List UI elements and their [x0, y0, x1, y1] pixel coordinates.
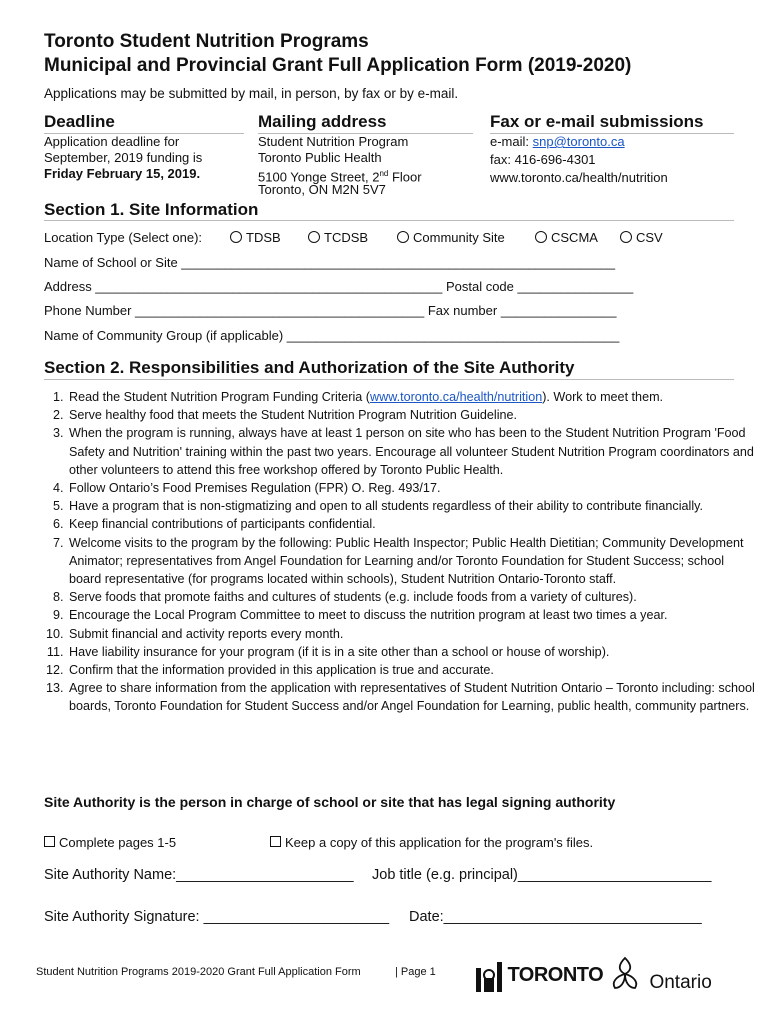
list-item: 1. Read the Student Nutrition Program Funding Criteria (www.toronto.ca/health/nutrition). Work to meet them. — [67, 388, 757, 406]
site-authority-name-field[interactable]: Site Authority Name:______________________ — [44, 867, 354, 883]
radio-icon — [397, 231, 409, 243]
location-type-label: Location Type (Select one): — [44, 230, 203, 245]
list-item: 2. Serve healthy food that meets the Student Nutrition Program Nutrition Guideline. — [67, 406, 757, 424]
page-subtitle: Applications may be submitted by mail, in person, by fax or by e-mail. — [44, 86, 459, 101]
fax-email-heading: Fax or e-mail submissions — [490, 112, 704, 131]
section1-rule — [44, 220, 734, 221]
deadline-line1: Application deadline for — [44, 134, 180, 149]
mailing-line2: Toronto Public Health — [258, 150, 382, 165]
complete-pages-checkbox[interactable]: Complete pages 1-5 — [44, 835, 176, 850]
checkbox-icon — [44, 836, 55, 847]
deadline-date: Friday February 15, 2019. — [44, 166, 201, 181]
list-item: 12. Confirm that the information provided in this application is true and accurate. — [67, 661, 757, 679]
option-tcdsb[interactable]: TCDSB — [308, 230, 368, 245]
list-item: 8. Serve foods that promote faiths and cultures of students (e.g. include foods from a variety of cultures). — [67, 588, 757, 606]
list-item: 7. Welcome visits to the program by the following: Public Health Inspector; Public Health Dietitian; Community Development Animator; representatives from Angel Foundation for Learning and/or Toronto Foundation for Student Success; school board representative (for programs located within schools), Student Nutrition Ontario-Toronto staff. — [67, 534, 757, 589]
date-field[interactable]: Date:________________________________ — [409, 909, 702, 925]
section2-rule — [44, 379, 734, 380]
list-item: 5. Have a program that is non-stigmatizing and open to all students regardless of their ability to contribute financially. — [67, 497, 757, 515]
list-item: 10. Submit financial and activity reports every month. — [67, 625, 757, 643]
community-group-field[interactable]: Name of Community Group (if applicable) ______________________________________________ — [44, 328, 620, 343]
fax-line: fax: 416-696-4301 — [490, 152, 596, 167]
school-name-field[interactable]: Name of School or Site ____________________________________________________________ — [44, 255, 616, 270]
list-item: 11. Have liability insurance for your program (if it is in a site other than a school or house of worship). — [67, 643, 757, 661]
option-community-site[interactable]: Community Site — [397, 230, 505, 245]
trillium-icon — [605, 954, 645, 992]
footer-text: Student Nutrition Programs 2019-2020 Grant Full Application Form — [36, 966, 361, 978]
phone-field[interactable]: Phone Number ________________________________________ Fax number ________________ — [44, 303, 617, 318]
radio-icon — [230, 231, 242, 243]
keep-copy-checkbox[interactable]: Keep a copy of this application for the program's files. — [270, 835, 593, 850]
signature-field[interactable]: Site Authority Signature: _______________________ — [44, 909, 390, 925]
nutrition-link[interactable]: www.toronto.ca/health/nutrition — [370, 390, 543, 404]
list-item: 4. Follow Ontario’s Food Premises Regulation (FPR) O. Reg. 493/17. — [67, 479, 757, 497]
list-item: 13. Agree to share information from the application with representatives of Student Nutrition Ontario – Toronto including: school boards, Toronto Foundation for Student Success and/or Angel Foundation for Learning, public health, community partners. — [67, 679, 757, 715]
option-tdsb[interactable]: TDSB — [230, 230, 281, 245]
radio-icon — [535, 231, 547, 243]
job-title-field[interactable]: Job title (e.g. principal)________________________ — [372, 867, 712, 883]
list-item: 6. Keep financial contributions of participants confidential. — [67, 515, 757, 533]
list-item: 3. When the program is running, always have at least 1 person on site who has been to the Student Nutrition Program 'Food Safety and Nutrition' training within the past two years. Encourage all volunteer Student Nutrition Program coordinators and other volunteers to attend this free workshop offered by Toronto Public Health. — [67, 424, 757, 479]
page-title-line1: Toronto Student Nutrition Programs — [44, 31, 369, 52]
option-csv[interactable]: CSV — [620, 230, 663, 245]
city-hall-icon — [475, 958, 503, 992]
option-cscma[interactable]: CSCMA — [535, 230, 598, 245]
checkbox-icon — [270, 836, 281, 847]
address-field[interactable]: Address ________________________________________________ Postal code ________________ — [44, 279, 634, 294]
radio-icon — [308, 231, 320, 243]
ontario-logo: Ontario — [605, 954, 712, 996]
section1-heading: Section 1. Site Information — [44, 200, 259, 219]
section2-heading: Section 2. Responsibilities and Authorization of the Site Authority — [44, 358, 575, 377]
email-link[interactable]: snp@toronto.ca — [532, 134, 625, 149]
email-line: e-mail: snp@toronto.ca — [490, 134, 625, 149]
radio-icon — [620, 231, 632, 243]
deadline-heading: Deadline — [44, 112, 115, 131]
mailing-line3: 5100 Yonge Street, 2nd Floor — [258, 169, 422, 185]
site-authority-note: Site Authority is the person in charge of school or site that has legal signing authority — [44, 794, 616, 810]
list-item: 9. Encourage the Local Program Committee to meet to discuss the nutrition program at least two times a year. — [67, 606, 757, 624]
mailing-heading: Mailing address — [258, 112, 387, 131]
page-number: | Page 1 — [395, 966, 436, 978]
page-title-line2: Municipal and Provincial Grant Full Application Form (2019-2020) — [44, 55, 632, 76]
web-line: www.toronto.ca/health/nutrition — [490, 170, 668, 185]
responsibilities-list — [44, 388, 757, 716]
mailing-line1: Student Nutrition Program — [258, 134, 409, 149]
deadline-line2: September, 2019 funding is — [44, 150, 203, 165]
mailing-line4: Toronto, ON M2N 5V7 — [258, 182, 386, 197]
toronto-logo: TORONTO — [475, 958, 603, 994]
